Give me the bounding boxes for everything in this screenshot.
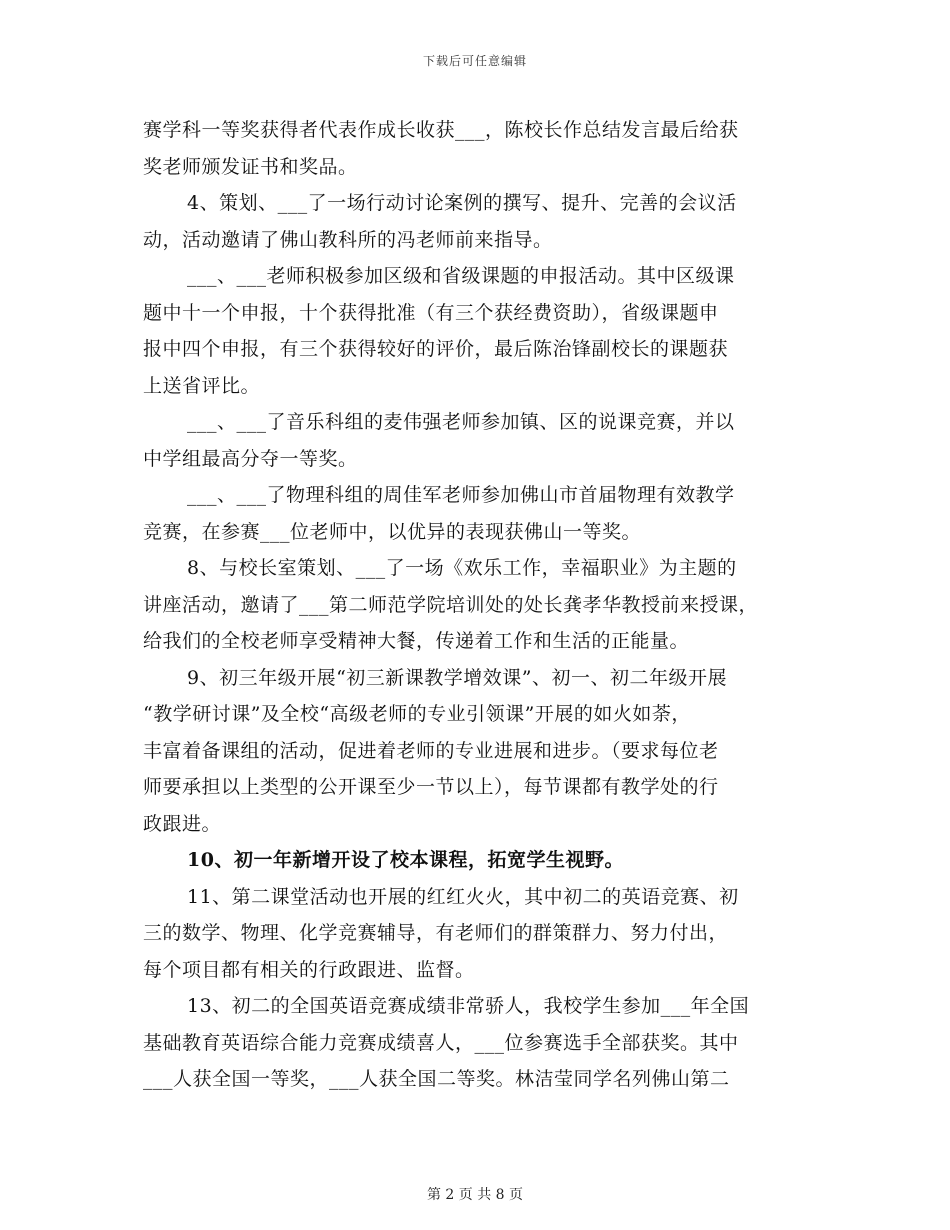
bold-paragraph	[143, 842, 808, 879]
paragraph	[143, 660, 808, 843]
text-line: 11、第二课堂活动也开展的红红火火，其中初二的英语竞赛、初	[187, 885, 739, 908]
paragraph	[143, 879, 808, 989]
text-line: 奖老师颁发证书和奖品。	[143, 155, 358, 178]
text-line: 给我们的全校老师享受精神大餐，传递着工作和生活的正能量。	[143, 630, 690, 652]
text-line: 8、与校长室策划、___了一场《欢乐工作，幸福职业》为主题的	[187, 557, 737, 579]
text-line: 丰富着备课组的活动，促进着老师的专业进展和进步。（要求每位老	[143, 739, 719, 762]
text-line: 动，活动邀请了佛山教科所的冯老师前来指导。	[143, 228, 553, 251]
text-line: 9、初三年级开展“初三新课教学增效课”、初一、初二年级开展	[187, 666, 728, 689]
paragraph	[143, 404, 808, 477]
paragraph	[143, 185, 808, 258]
page-number-footer: 第 2 页 共 8 页	[426, 1187, 524, 1203]
paragraph	[143, 550, 808, 660]
text-line: 赛学科一等奖获得者代表作成长收获___，陈校长作总结发言最后给获	[143, 119, 739, 141]
text-line: 10、初一年新增开设了校本课程，拓宽学生视野。	[187, 849, 624, 871]
page-header: 下载后可任意编辑	[422, 54, 527, 68]
text-line: 4、策划、___了一场行动讨论案例的撰写、提升、完善的会议活	[187, 192, 737, 214]
paragraph	[143, 258, 808, 404]
text-line: ___人获全国一等奖，___人获全国二等奖。林洁莹同学名列佛山第二	[143, 1068, 730, 1090]
document-body	[143, 112, 808, 1098]
text-line: 讲座活动，邀请了___第二师范学院培训处的处长龚孝华教授前来授课，	[143, 593, 759, 616]
text-line: 中学组最高分夺一等奖。	[143, 447, 358, 470]
text-line: ___、___了物理科组的周佳军老师参加佛山市首届物理有效教学	[187, 484, 735, 506]
text-line: 13、初二的全国英语竞赛成绩非常骄人，我校学生参加___年全国	[187, 995, 750, 1017]
text-line: 每个项目都有相关的行政跟进、监督。	[143, 958, 475, 981]
paragraph	[143, 112, 808, 185]
text-line: 基础教育英语综合能力竞赛成绩喜人，___位参赛选手全部获奖。其中	[143, 1031, 739, 1054]
text-line: 政跟进。	[143, 812, 222, 835]
text-line: ___、___了音乐科组的麦伟强老师参加镇、区的说课竞赛，并以	[187, 411, 735, 433]
text-line: 报中四个申报，有三个获得较好的评价，最后陈治锋副校长的课题获	[143, 338, 729, 360]
paragraph	[143, 988, 808, 1098]
text-line: 三的数学、物理、化学竞赛辅导，有老师们的群策群力、努力付出，	[143, 922, 729, 944]
text-line: ___、___老师积极参加区级和省级课题的申报活动。其中区级课	[187, 265, 735, 287]
text-line: 竞赛，在参赛___位老师中，以优异的表现获佛山一等奖。	[143, 520, 642, 543]
text-line: 题中十一个申报，十个获得批准（有三个获经费资助），省级课题申	[143, 301, 719, 324]
text-line: 上送省评比。	[143, 374, 261, 397]
text-line: 师要承担以上类型的公开课至少一节以上），每节课都有教学处的行	[143, 776, 719, 798]
paragraph	[143, 477, 808, 550]
text-line: “教学研讨课”及全校“高级老师的专业引领课”开展的如火如荼，	[143, 703, 691, 725]
